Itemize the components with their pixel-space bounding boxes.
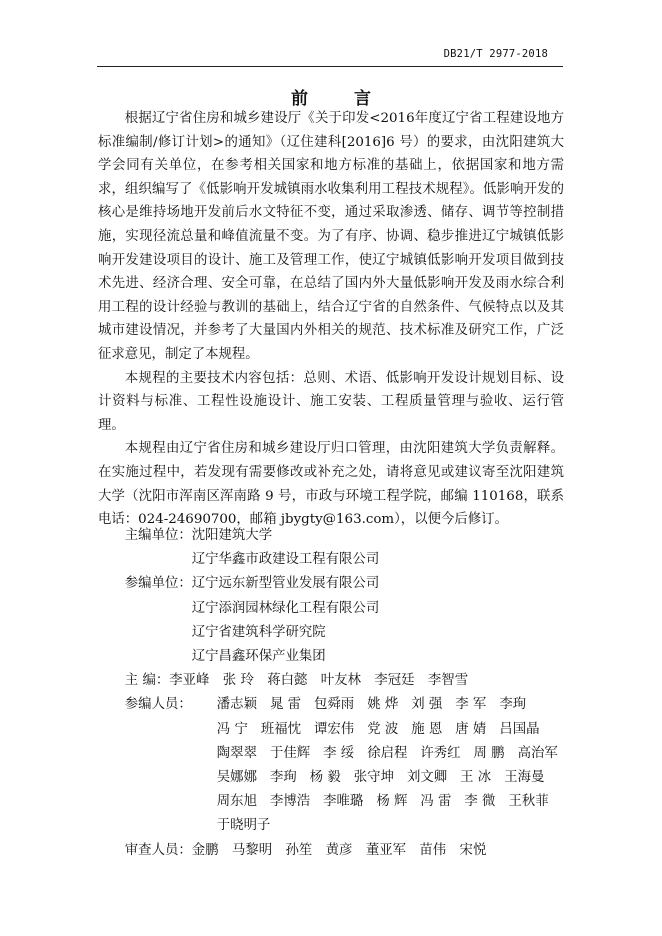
preface-paragraph-2: 本规程的主要技术内容包括：总则、术语、低影响开发设计规划目标、设计资料与标准、工程性设施设计、施工安装、工程质量管理与验收、运行管理。 — [98, 370, 564, 433]
preface-paragraph-1: 根据辽宁省住房和城乡建设厅《关于印发<2016年度辽宁省工程建设地方标准编制/修订计划>的通知》（辽住建科[2016]6 号）的要求，由沈阳建筑大学会同有关单位，在参考相关国家和地方标准的基础上，依据国家和地方需求，组织编写了《低影响开发城镇雨水收集利用工程技术规程》。低影响开发的核心是维持场地开发前后水文特征不变，通过采取渗透、储存、调节等控制措施，实现径流总量和峰值流量不变。为了有序、协调、稳步推进辽宁城镇低影响开发建设项目的设计、施工及管理工作，使辽宁城镇低影响开发项目做到技术先进、经济合理、安全可靠，在总结了国内外大量低影响开发及雨水综合利用工程的设计经验与教训的基础上，结合辽宁省的自然条件、气候特点以及其城市建设情况，并参考了大量国内外相关的规范、技术标准及研究工作，广泛征求意见，制定了本规程。 — [98, 111, 564, 362]
participant-name: 王秋菲 — [508, 794, 549, 810]
chief-editor-units-label: 主编单位： — [124, 528, 192, 543]
page-title: 前 言 — [291, 89, 391, 109]
participant-name: 施 恩 — [411, 721, 443, 737]
participant-name: 于晓明子 — [216, 818, 271, 834]
reviewers-names: 金鹏 马黎明 孙笙 黄彦 董亚军 苗伟 宋悦 — [191, 842, 487, 858]
participant-name: 班福忱 — [260, 721, 302, 737]
participant-name: 王海曼 — [504, 770, 545, 786]
participant-name: 高治军 — [517, 745, 558, 761]
participant-name: 杨 辉 — [376, 794, 408, 810]
participant-name: 谭宏伟 — [314, 721, 355, 737]
header-rule — [97, 66, 563, 67]
participating-units-label: 参编单位： — [124, 576, 192, 592]
participant-name: 李博浩 — [269, 794, 311, 810]
participant-name: 刘 强 — [411, 697, 443, 713]
participant-name: 周 鹏 — [473, 745, 505, 761]
participating-unit: 辽宁添润园林绿化工程有限公司 — [191, 600, 380, 616]
participant-name: 刘文卿 — [406, 770, 448, 786]
participant-name: 周东旭 — [216, 794, 257, 810]
participant-name: 李珣 — [269, 770, 297, 786]
participants-label: 参编人员： — [124, 697, 192, 713]
participant-name: 姚 烨 — [367, 697, 399, 713]
participant-name: 冯 雷 — [420, 794, 452, 810]
participant-name: 于佳辉 — [269, 745, 311, 761]
participating-unit: 辽宁省建筑科学研究院 — [191, 624, 326, 640]
participant-name: 陶翠翠 — [216, 745, 257, 761]
participants-names — [217, 693, 564, 838]
participant-name: 王 冰 — [460, 770, 492, 786]
participants-row — [98, 693, 564, 838]
participant-name: 晁 雷 — [269, 697, 302, 713]
participant-name: 徐启程 — [367, 745, 408, 761]
chief-editors-row — [98, 669, 564, 693]
participant-name: 杨 毅 — [309, 770, 341, 786]
preface-body — [98, 107, 564, 532]
participant-name: 李唯璐 — [323, 794, 364, 810]
participant-name: 冯 宁 — [216, 721, 248, 737]
chief-editor-units-list — [192, 524, 564, 572]
chief-editor-unit: 辽宁华鑫市政建设工程有限公司 — [191, 552, 380, 568]
participant-name: 李珣 — [499, 697, 527, 713]
participant-name: 张守坤 — [353, 770, 394, 786]
participant-name: 李 微 — [464, 794, 496, 810]
participant-name: 党 波 — [367, 721, 399, 737]
participant-name: 吕国晶 — [499, 721, 540, 737]
chief-editor-units-row — [98, 524, 564, 572]
reviewers-label: 审查人员： — [124, 842, 192, 858]
participant-name: 许秀红 — [420, 745, 461, 761]
participating-units-row — [98, 572, 564, 669]
chief-editors-names: 李亚峰 张 玲 蒋白懿 叶友林 李冠廷 李智雪 — [169, 673, 469, 689]
participant-name: 吴娜娜 — [216, 770, 257, 786]
participant-name: 潘志颖 — [216, 697, 257, 713]
participant-name: 李 军 — [455, 697, 487, 713]
participating-units-list — [192, 572, 564, 669]
chief-editor-unit: 沈阳建筑大学 — [191, 528, 273, 543]
participant-name: 李 绥 — [323, 745, 355, 761]
reviewers-row — [98, 839, 564, 863]
participant-name: 唐 婧 — [455, 721, 487, 737]
participating-unit: 辽宁昌鑫环保产业集团 — [191, 649, 326, 665]
chief-editors-label: 主 编： — [124, 673, 170, 689]
preface-paragraph-3: 本规程由辽宁省住房和城乡建设厅归口管理，由沈阳建筑大学负责解释。在实施过程中，若发现有需要修改或补充之处，请将意见或建议寄至沈阳建筑大学（沈阳市浑南区浑南路 9 号，市政与环境工程学院，邮编 110168，联系电话：024-24690700，邮箱 jbygty@163.com），以便今后修订。 — [98, 441, 564, 528]
participant-name: 包舜雨 — [314, 697, 355, 713]
participating-unit: 辽宁远东新型管业发展有限公司 — [191, 576, 380, 592]
credits-section — [98, 524, 564, 863]
document-code: DB21/T 2977-2018 — [443, 48, 548, 60]
